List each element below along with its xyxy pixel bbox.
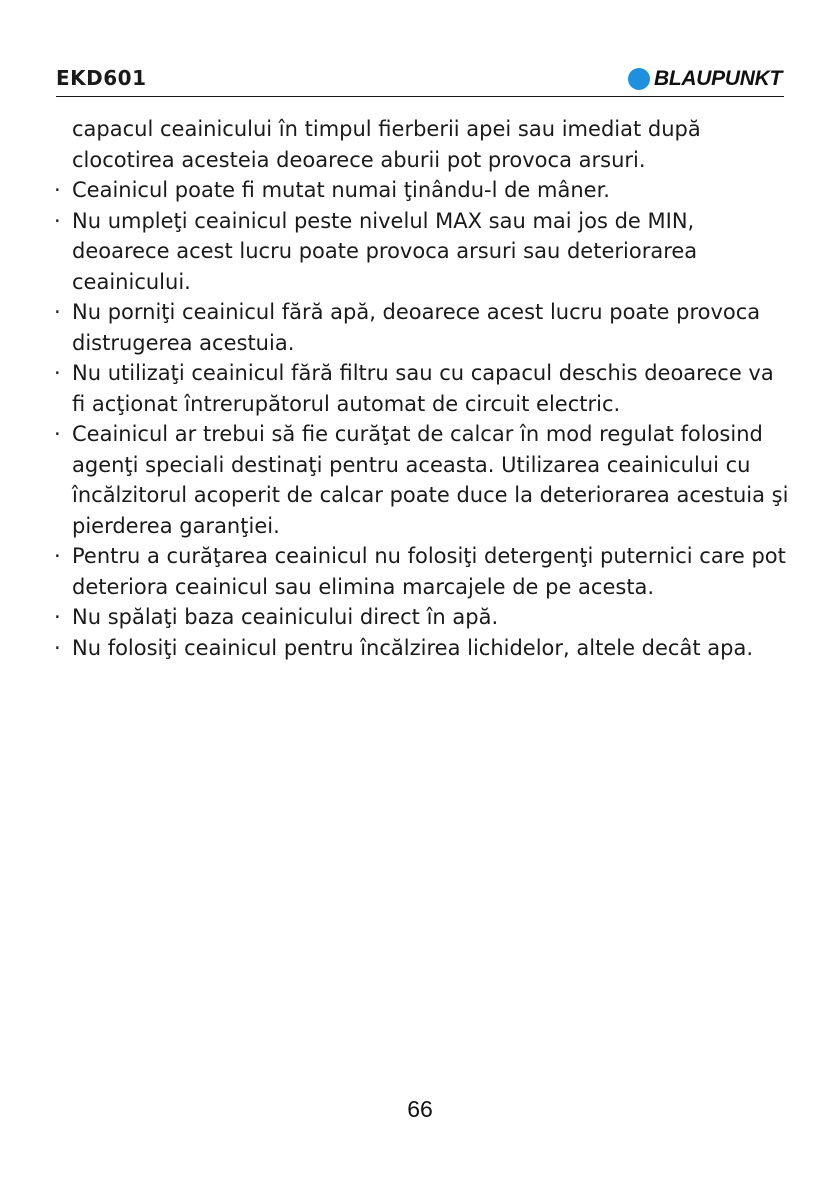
list-item-text: Nu spălaţi baza ceainicului direct în apă. — [72, 605, 499, 629]
page-header — [56, 66, 784, 97]
bullet-icon: · — [54, 422, 61, 446]
list-item-text: Ceainicul ar trebui să fie curăţat de calcar în mod regulat folosind agenţi speciali destinaţi pentru aceasta. Utilizarea ceainicului cu încălzitorul acoperit de calcar poate duce la deteriorarea acestuia şi pierderea garanţiei. — [72, 422, 789, 538]
list-item-text: Nu porniţi ceainicul fără apă, deoarece acest lucru poate provoca distrugerea acestuia. — [72, 300, 761, 355]
safety-instructions — [52, 114, 792, 663]
bullet-icon: · — [54, 178, 61, 202]
list-item-text: Ceainicul poate fi mutat numai ţinându-l de mâner. — [72, 178, 610, 202]
page-number: 66 — [407, 1096, 433, 1122]
list-item — [52, 175, 792, 206]
brand-logo — [628, 67, 782, 91]
bullet-icon: · — [54, 605, 61, 629]
list-item — [52, 206, 792, 298]
list-item — [52, 602, 792, 633]
brand-dot-icon — [628, 68, 650, 90]
bullet-icon: · — [54, 208, 61, 233]
bullet-icon: · — [54, 300, 61, 324]
list-item — [52, 419, 792, 541]
bullet-icon: · — [54, 635, 61, 660]
list-item — [52, 541, 792, 602]
list-item — [52, 358, 792, 419]
model-number: EKD601 — [56, 66, 147, 90]
list-item-text: Nu utilizaţi ceainicul fără filtru sau cu capacul deschis deoarece va fi acţionat întrerupătorul automat de circuit electric. — [72, 361, 774, 416]
list-item-text: Nu umpleţi ceainicul peste nivelul MAX sau mai jos de MIN, deoarece acest lucru poate provoca arsuri sau deteriorarea ceainicului. — [72, 208, 698, 294]
list-item-text: Nu folosiţi ceainicul pentru încălzirea lichidelor, altele decât apa. — [72, 635, 753, 660]
brand-name: BLAUPUNKT — [654, 67, 782, 90]
bullet-icon: · — [54, 544, 61, 568]
intro-paragraph: capacul ceainicului în timpul fierberii apei sau imediat după clocotirea acesteia deoarece aburii pot provoca arsuri. — [72, 117, 701, 172]
list-item — [52, 297, 792, 358]
list-item — [52, 633, 792, 664]
list-item-text: Pentru a curăţarea ceainicul nu folosiţi detergenţi puternici care pot deteriora ceainicul sau elimina marcajele de pe acesta. — [72, 544, 786, 599]
bullet-icon: · — [54, 361, 61, 385]
